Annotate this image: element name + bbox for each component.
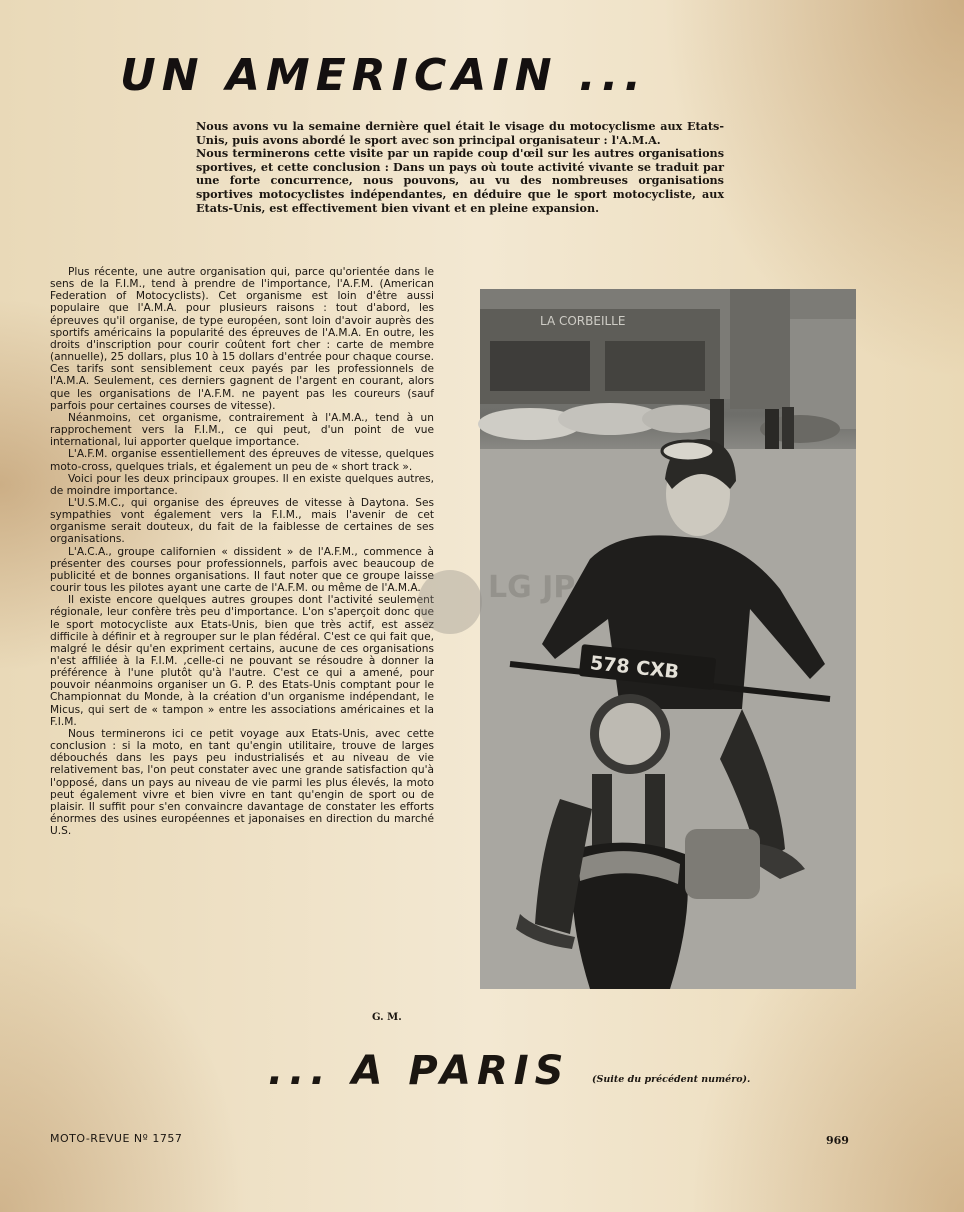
watermark-portrait-icon [418, 570, 482, 634]
magazine-issue: MOTO-REVUE Nº 1757 [50, 1132, 183, 1145]
article-body [50, 266, 434, 837]
body-paragraph: Voici pour les deux principaux groupes. Il en existe quelques autres, de moindre importance. [50, 472, 434, 497]
body-paragraph: Plus récente, une autre organisation qui, parce qu'orientée dans le sens de la F.I.M., tend à prendre de l'importance, l'A.F.M. (American Federation of Motocyclists). Cet organisme est loin d'être aussi populaire que l'A.M.A. pour plusieurs raisons : tout d'abord, les épreuves qu'il organise, de type européen, sont loin d'avoir auprès des sportifs américains la popularité des épreuves de l'A.M.A. En outre, les droits d'inscription pour courir coûtent fort cher : carte de membre (annuelle), 25 dollars, plus 10 à 15 dollars d'entrée pour chaque course. Ces tarifs sont sensiblement ceux payés par les professionnels de l'A.M.A. Seulement, ces derniers gagnent de l'argent en courant, alors que les organisations de l'A.F.M. ne payent pas les coureurs (sauf parfois pour certaines courses de vitesse). [50, 266, 434, 412]
author-signature: G. M. [372, 1012, 402, 1023]
body-paragraph: Néanmoins, cet organisme, contrairement à l'A.M.A., tend à un rapprochement vers la F.I.M., ce qui peut, d'un point de vue international, lui apporter quelque importance. [50, 411, 434, 449]
engine [685, 829, 760, 899]
article-title: UN AMERICAIN ... [120, 50, 648, 101]
parked-car [642, 405, 718, 433]
building-facade [730, 289, 790, 409]
body-paragraph: L'A.C.A., groupe californien « dissident » de l'A.F.M., commence à présenter des courses pour professionnels, parfois avec beaucoup de publicité et de bonnes organisations. Il faut noter que ce groupe laisse courir tous les pilotes ayant une carte de l'A.F.M. ou même de l'A.M.A. [50, 545, 434, 595]
next-article-title: ... A PARIS [268, 1048, 570, 1094]
watermark-text: LG JP [488, 570, 576, 605]
body-paragraph: L'A.F.M. organise essentiellement des épreuves de vitesse, quelques moto-cross, quelques trials, et également un peu de « short track ». [50, 448, 434, 473]
body-paragraph: Il existe encore quelques autres groupes dont l'activité seulement régionale, leur confère très peu d'importance. L'on s'aperçoit donc que le sport motocycliste aux Etats-Unis, bien que très actif, est assez difficile à définir et à regrouper sur le plan fédéral. C'est ce qui fait que, malgré le désir qu'en expriment certains, aucune de ces organisations n'est affiliée à la F.I.M. ,celle-ci ne pouvant se résoudre à donner la préférence à l'une plutôt qu'à l'autre. C'est ce qui a amené, pour pouvoir néanmoins organiser un G. P. des Etats-Unis comptant pour le Championnat du Monde, à la création d'un organisme indépendant, le Micus, qui sert de « tampon » entre les associations américaines et la F.I.M. [50, 594, 434, 728]
license-plate-text: 578 CXB [588, 652, 681, 684]
intro-paragraph: Nous terminerons cette visite par un rapide coup d'œil sur les autres organisations sportives, et cette conclusion : Dans un pays où toute activité vivante se traduit par une forte concurrence, nous pouvons, au vu des nombreuses organisations sportives motocyclistes indépendantes, en déduire que le sport motocycliste, aux Etats-Unis, est effectivement bien vivant et en pleine expansion. [196, 146, 724, 215]
intro-paragraph: Nous avons vu la semaine dernière quel était le visage du motocyclisme aux Etats-Unis, puis avons abordé le sport avec son principal organisateur : l'A.M.A. [196, 119, 724, 147]
body-paragraph: Nous terminerons ici ce petit voyage aux Etats-Unis, avec cette conclusion : si la moto, en tant qu'engin utilitaire, trouve de larges débouchés dans les pays peu industrialisés et au niveau de vie relativement bas, l'on peut constater avec une grande satisfaction qu'à l'opposé, dans un pays au niveau de vie parmi les plus élevés, la moto peut également vivre et bien vivre en tant qu'engin de sport ou de plaisir. Il suffit pour s'en convaincre davantage de constater les efforts énormes des usines européennes et japonaises en direction du marché U.S. [50, 727, 434, 838]
building-facade [790, 319, 856, 429]
shop-window [605, 341, 705, 391]
body-paragraph: L'U.S.M.C., qui organise des épreuves de vitesse à Daytona. Ses sympathies vont également vers la F.I.M., mais l'avenir de cet organisme serait douteux, du fait de la faiblesse de certaines de ses organisations. [50, 496, 434, 546]
goggles [662, 441, 714, 461]
watermark-logo [410, 552, 576, 652]
headlight [599, 703, 661, 765]
shop-window [490, 341, 590, 391]
continuation-note: (Suite du précédent numéro). [592, 1074, 751, 1085]
page-number: 969 [826, 1134, 849, 1147]
article-intro [196, 120, 724, 215]
storefront-sign: LA CORBEILLE [540, 314, 626, 328]
